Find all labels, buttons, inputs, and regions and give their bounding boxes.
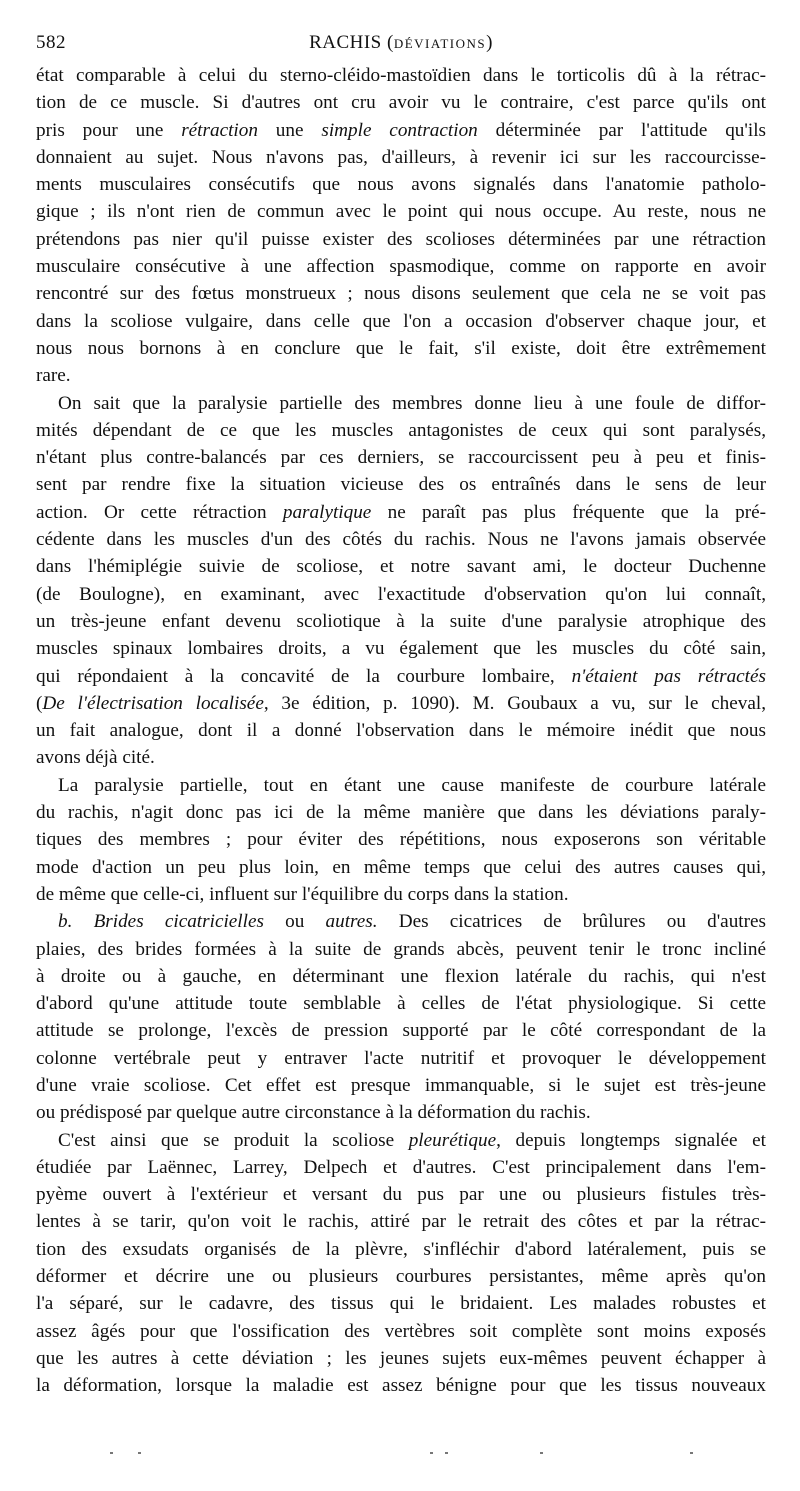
text-segment: ne paraît pas plus fréquente que la pré- — [371, 501, 766, 523]
page-footer-specks — [100, 1448, 700, 1458]
text-line — [36, 1127, 766, 1154]
text-segment: une — [257, 119, 322, 141]
text-segment: , 3e édition, p. 1090). M. Goubaux a vu, sur le cheval, — [263, 692, 766, 714]
running-title — [36, 32, 766, 54]
text-line: état comparable à celui du sterno-cléido-mastoïdien dans le torticolis dû à la rétrac- — [36, 65, 766, 86]
text-line: n'étant plus contre-balancés par ces derniers, se raccourcissent peu à peu et finis- — [36, 447, 766, 469]
running-title-smallcaps: DÉVIATIONS — [393, 36, 487, 51]
text-line: nous nous bornons à en conclure que le fait, s'il existe, doit être extrêmement — [36, 337, 766, 359]
text-line: attitude se prolonge, l'excès de pression supporté par le côté correspondant de la — [36, 1020, 766, 1042]
text-line: étudiée par Laënnec, Larrey, Delpech et d'autres. C'est principalement dans l'em- — [36, 1156, 766, 1178]
italic-text: b. Brides cicatricielles — [58, 911, 264, 933]
text-segment: C'est ainsi que se produit la scoliose — [58, 1129, 409, 1151]
text-line: (de Boulogne), en examinant, avec l'exactitude d'observation qu'on lui connaît, — [36, 583, 766, 605]
page — [36, 28, 766, 1400]
italic-text: rétraction — [181, 119, 258, 141]
text-line: tion des exsudats organisés de la plèvre, s'infléchir d'abord latéralement, puis se — [36, 1238, 766, 1260]
text-line: muscles spinaux lombaires droits, a vu également que les muscles du côté sain, — [36, 638, 766, 660]
text-line: un fait analogue, dont il a donné l'observation dans le mémoire inédit que nous — [36, 720, 766, 742]
text-segment: ( — [36, 692, 43, 714]
text-line: donnaient au sujet. Nous n'avons pas, d'ailleurs, à revenir ici sur les raccourcisse- — [36, 146, 766, 168]
text-line: prétendons pas nier qu'il puisse exister des scolioses déterminées par une rétraction — [36, 228, 766, 250]
running-head — [36, 28, 766, 58]
text-segment: pris pour une — [36, 119, 182, 141]
text-line: un très-jeune enfant devenu scoliotique à la suite d'une paralysie atrophique des — [36, 610, 766, 632]
text-line: la déformation, lorsque la maladie est assez bénigne pour que les tissus nouveaux — [36, 1375, 766, 1397]
text-segment: , depuis longtemps signalée et — [496, 1129, 766, 1151]
text-line: ments musculaires consécutifs que nous avons signalés dans l'anatomie patholo- — [36, 174, 766, 196]
text-line: gique ; ils n'ont rien de commun avec le point qui nous occupe. Au reste, nous ne — [36, 201, 766, 223]
text-line: plaies, des brides formées à la suite de grands abcès, peuvent tenir le tronc incliné — [36, 938, 766, 960]
text-line — [36, 117, 766, 144]
text-line: La paralysie partielle, tout en étant une cause manifeste de courbure latérale — [58, 774, 766, 796]
text-line: mités dépendant de ce que les muscles antagonistes de ceux qui sont paralysés, — [36, 419, 766, 441]
running-title-main: RACHIS ( — [309, 32, 394, 53]
text-segment: déterminée par l'attitude qu'ils — [477, 119, 766, 141]
italic-text: autres. — [325, 911, 378, 933]
text-line: déformer et décrire une ou plusieurs courbures persistantes, même après qu'on — [36, 1266, 766, 1288]
text-line: l'a séparé, sur le cadavre, des tissus qui le bridaient. Les malades robustes et — [36, 1293, 766, 1315]
text-line: du rachis, n'agit donc pas ici de la même manière que dans les déviations paraly- — [36, 802, 766, 824]
body-text — [36, 62, 766, 1400]
text-line: colonne vertébrale peut y entraver l'acte nutritif et provoquer le développement — [36, 1047, 766, 1069]
text-line: de même que celle-ci, influent sur l'équilibre du corps dans la station. — [36, 883, 569, 905]
text-segment: ou — [263, 911, 326, 933]
text-line: sent par rendre fixe la situation vicieuse des os entraînés dans le sens de leur — [36, 474, 766, 496]
italic-text: paralytique — [282, 501, 372, 523]
italic-text: De l'électrisation localisée — [42, 692, 264, 714]
text-line — [36, 499, 766, 526]
text-line: rencontré sur des fœtus monstrueux ; nous disons seulement que cela ne se voit pas — [36, 283, 766, 305]
page-number: 582 — [36, 32, 66, 53]
text-line: tion de ce muscle. Si d'autres ont cru avoir vu le contraire, c'est parce qu'ils ont — [36, 92, 766, 114]
text-line: musculaire consécutive à une affection spasmodique, comme on rapporte en avoir — [36, 256, 766, 278]
italic-text: simple contraction — [321, 119, 478, 141]
running-title-close: ) — [486, 32, 493, 53]
italic-text: n'étaient pas rétractés — [571, 665, 766, 687]
text-line: cédente dans les muscles d'un des côtés du rachis. Nous ne l'avons jamais observée — [36, 529, 766, 551]
text-line: mode d'action un peu plus loin, en même temps que celui des autres causes qui, — [36, 856, 766, 878]
text-line: tiques des membres ; pour éviter des répétitions, nous exposerons son véritable — [36, 829, 766, 851]
text-line: avons déjà cité. — [36, 747, 155, 769]
text-line: d'une vraie scoliose. Cet effet est presque immanquable, si le sujet est très-jeune — [36, 1074, 766, 1096]
text-line — [36, 663, 766, 690]
italic-text: pleurétique — [408, 1129, 497, 1151]
text-line — [36, 690, 766, 717]
text-line: d'abord qu'une attitude toute semblable à celles de l'état physiologique. Si cette — [36, 993, 766, 1015]
text-line: dans la scoliose vulgaire, dans celle que l'on a occasion d'observer chaque jour, et — [36, 310, 766, 332]
text-line — [36, 908, 766, 935]
text-line: ou prédisposé par quelque autre circonstance à la déformation du rachis. — [36, 1102, 591, 1124]
text-line: assez âgés pour que l'ossification des vertèbres soit complète sont moins exposés — [36, 1320, 766, 1342]
text-line: lentes à se tarir, qu'on voit le rachis, attiré par le retrait des côtes et par la rétrac- — [36, 1211, 766, 1233]
text-segment: action. Or cette rétraction — [36, 501, 283, 523]
text-line: On sait que la paralysie partielle des membres donne lieu à une foule de diffor- — [58, 392, 766, 414]
text-line: dans l'hémiplégie suivie de scoliose, et notre savant ami, le docteur Duchenne — [36, 556, 766, 578]
text-line: que les autres à cette déviation ; les jeunes sujets eux-mêmes peuvent échapper à — [36, 1347, 766, 1369]
text-line: à droite ou à gauche, en déterminant une flexion latérale du rachis, qui n'est — [36, 965, 766, 987]
text-segment: qui répondaient à la concavité de la courbure lombaire, — [36, 665, 572, 687]
text-line: pyème ouvert à l'extérieur et versant du pus par une ou plusieurs fistules très- — [36, 1184, 766, 1206]
text-line: rare. — [36, 365, 71, 387]
text-segment: Des cicatrices de brûlures ou d'autres — [377, 911, 766, 933]
